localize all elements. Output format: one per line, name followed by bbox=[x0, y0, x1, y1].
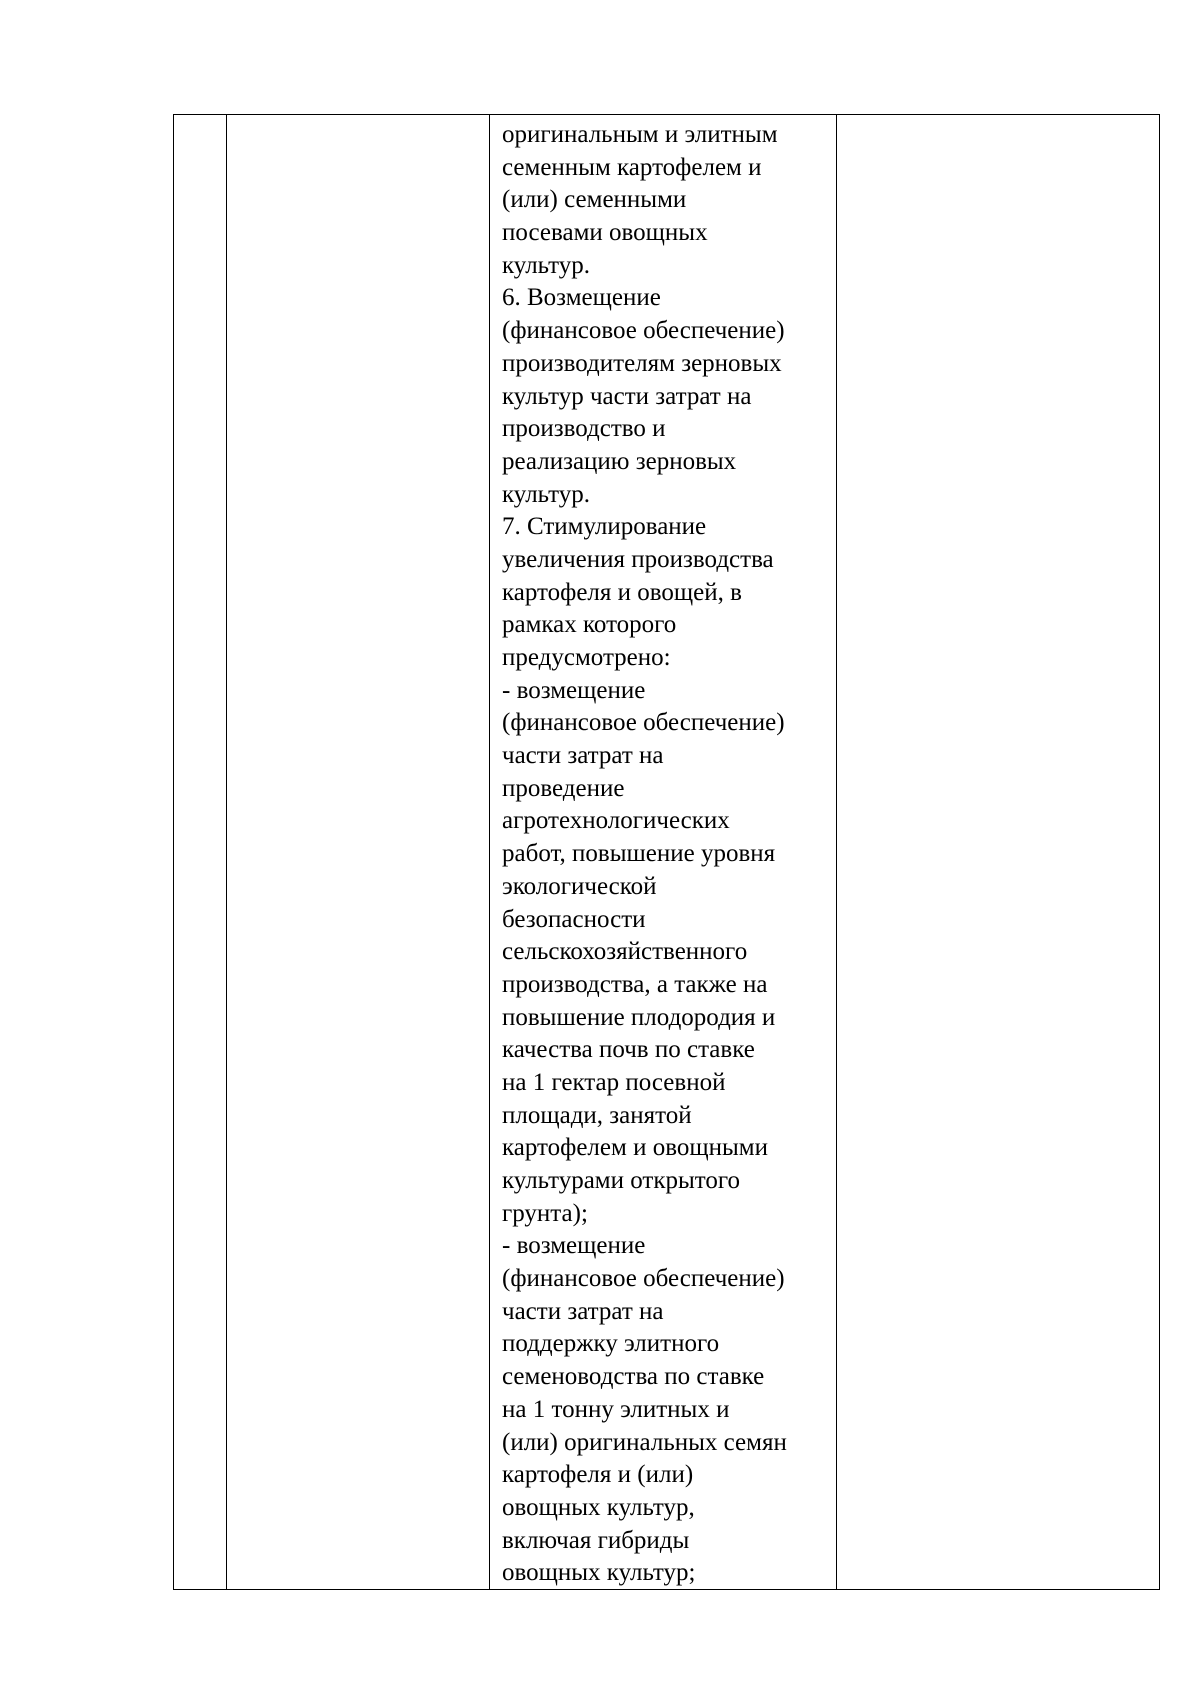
text-line: культур части затрат на bbox=[502, 382, 752, 410]
column-divider-3 bbox=[836, 115, 837, 1589]
table-cell-text bbox=[500, 119, 832, 1590]
text-line: производство и bbox=[502, 415, 666, 443]
text-line: включая гибриды bbox=[502, 1526, 690, 1554]
text-line: безопасности bbox=[502, 905, 646, 933]
text-line: сельскохозяйственного bbox=[502, 938, 748, 966]
text-line: производства, а также на bbox=[502, 970, 768, 998]
text-line: площади, занятой bbox=[502, 1101, 692, 1129]
text-line: на 1 тонну элитных и bbox=[502, 1395, 730, 1423]
text-line: увеличения производства bbox=[502, 545, 774, 573]
text-line: культур. bbox=[502, 480, 590, 508]
text-line: овощных культур, bbox=[502, 1493, 695, 1521]
text-line: повышение плодородия и bbox=[502, 1003, 776, 1031]
column-divider-1 bbox=[226, 115, 227, 1589]
text-line: картофелем и овощными bbox=[502, 1134, 768, 1162]
text-line: - возмещение bbox=[502, 1232, 646, 1260]
text-line: грунта); bbox=[502, 1199, 588, 1227]
text-line: овощных культур; bbox=[502, 1559, 696, 1587]
text-line: производителям зерновых bbox=[502, 349, 782, 377]
text-line: 7. Стимулирование bbox=[502, 513, 707, 541]
text-line: экологической bbox=[502, 872, 657, 900]
text-line: работ, повышение уровня bbox=[502, 840, 776, 868]
text-line: реализацию зерновых bbox=[502, 447, 737, 475]
text-line: на 1 гектар посевной bbox=[502, 1068, 726, 1096]
text-line: картофеля и (или) bbox=[502, 1461, 694, 1489]
text-line: посевами овощных bbox=[502, 219, 708, 247]
text-line: поддержку элитного bbox=[502, 1330, 720, 1358]
text-line: (финансовое обеспечение) bbox=[502, 709, 785, 737]
text-line: картофеля и овощей, в bbox=[502, 578, 742, 606]
text-line: предусмотрено: bbox=[502, 644, 671, 671]
text-line: агротехнологических bbox=[502, 807, 730, 835]
column-divider-2 bbox=[489, 115, 490, 1589]
text-line: проведение bbox=[502, 774, 625, 802]
text-line: 6. Возмещение bbox=[502, 284, 661, 312]
text-line: (или) семенными bbox=[502, 186, 687, 214]
text-line: - возмещение bbox=[502, 676, 646, 704]
text-line: (или) оригинальных семян bbox=[502, 1428, 787, 1456]
text-line: части затрат на bbox=[502, 1297, 664, 1325]
text-line: (финансовое обеспечение) bbox=[502, 1265, 785, 1293]
text-line: качества почв по ставке bbox=[502, 1036, 755, 1064]
text-line: части затрат на bbox=[502, 742, 664, 770]
text-line: культур. bbox=[502, 251, 590, 279]
text-line: семеноводства по ставке bbox=[502, 1363, 765, 1391]
text-line: культурами открытого bbox=[502, 1167, 741, 1194]
document-table bbox=[173, 114, 1160, 1590]
text-line: рамках которого bbox=[502, 611, 677, 639]
text-line: семенным картофелем и bbox=[502, 153, 762, 181]
text-line: оригинальным и элитным bbox=[502, 121, 778, 148]
text-line: (финансовое обеспечение) bbox=[502, 317, 785, 345]
